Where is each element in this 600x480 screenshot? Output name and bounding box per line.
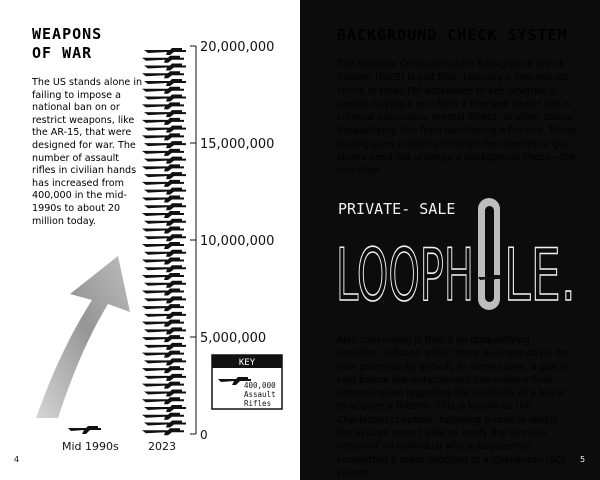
rifle-icon xyxy=(142,320,184,327)
rifle-icon xyxy=(142,366,184,373)
rifle-icon xyxy=(144,126,186,133)
rifle-icon xyxy=(144,110,186,117)
rifle-icon xyxy=(144,250,186,257)
rifle-icon xyxy=(142,351,184,358)
rifle-icon xyxy=(142,149,184,156)
rifle-icon xyxy=(144,327,186,334)
key-label-line-2: Rifles xyxy=(244,399,272,408)
rifle-icon xyxy=(144,234,186,241)
rifle-icon xyxy=(142,56,184,63)
title-line-1: WEAPONS xyxy=(32,25,103,43)
mid-1990s-rifle-icon xyxy=(68,426,101,434)
rifle-icon xyxy=(144,64,186,71)
right-page-number: 5 xyxy=(580,455,586,464)
rifle-icon xyxy=(142,226,184,233)
rifle-icon xyxy=(144,405,186,412)
rifle-icon xyxy=(144,188,186,195)
rifle-icon xyxy=(144,172,186,179)
rifle-icon xyxy=(142,102,184,109)
rifle-icon xyxy=(142,382,184,389)
right-page-title: BACKGROUND CHECK SYSTEM xyxy=(337,26,568,44)
left-page-number: 4 xyxy=(14,455,20,464)
rifle-icon xyxy=(142,258,184,265)
rifle-icon xyxy=(142,304,184,311)
y-tick-label: 0 xyxy=(200,428,208,442)
rifle-icon xyxy=(144,374,186,381)
rifle-icon xyxy=(142,164,184,171)
rifle-icon xyxy=(144,296,186,303)
rifle-icon xyxy=(142,71,184,78)
rifle-icon xyxy=(142,428,184,435)
rifle-icon xyxy=(144,203,186,210)
rifle-icon xyxy=(144,219,186,226)
rifle-icon xyxy=(144,95,186,102)
y-tick-label: 20,000,000 xyxy=(200,40,275,55)
y-tick-label: 5,000,000 xyxy=(200,331,267,346)
chart-key xyxy=(212,355,282,409)
rifle-icon xyxy=(142,195,184,202)
rifle-icon xyxy=(142,180,184,187)
rifle-icon xyxy=(144,265,186,272)
y-tick-label: 15,000,000 xyxy=(200,137,275,152)
rifle-icon xyxy=(142,289,184,296)
loophole-text-left: LOOPH xyxy=(336,233,474,317)
key-label-line-1: Assault xyxy=(244,390,276,399)
rifle-icon xyxy=(144,420,186,427)
rifle-icon xyxy=(142,133,184,140)
rifle-icon xyxy=(142,335,184,342)
key-title: KEY xyxy=(238,358,256,368)
category-label-2023: 2023 xyxy=(148,440,176,453)
right-paragraph-1: The National Criminal Instant Background Check System (NICS) is just that; typically a two-minute check of three FBI databases to see whether a person buying a gun from a licensed dealer has a criminal conviction, mental illness, or other status disqualifying him from purchasing a firearm. Those buying guns privately through the internet or gun shows need not undergo a background check—the so-called xyxy=(337,59,577,177)
rifle-icon xyxy=(142,118,184,125)
title-line-2: OF WAR xyxy=(32,44,93,62)
rifle-icon xyxy=(142,211,184,218)
rifle-icon xyxy=(144,312,186,319)
rifle-icon xyxy=(142,397,184,404)
rifle-icon xyxy=(144,389,186,396)
y-tick-label: 10,000,000 xyxy=(200,234,275,249)
rifle-icon xyxy=(142,413,184,420)
rifle-icon xyxy=(144,343,186,350)
private-sale-text: PRIVATE- SALE xyxy=(338,200,456,218)
rifle-icon xyxy=(142,242,184,249)
rifle-icon xyxy=(144,141,186,148)
rifle-icon xyxy=(142,87,184,94)
rifle-icon xyxy=(144,358,186,365)
rifle-icon xyxy=(142,273,184,280)
private-sale-loophole-illustration xyxy=(300,170,600,330)
rifle-icon xyxy=(144,79,186,86)
loophole-text-right: LE. xyxy=(504,233,576,317)
rifle-icon xyxy=(144,48,186,55)
left-body-text: The US stands alone in failing to impose a national ban on or restrict weapons, like the AR-15, that were designed for war. The number of assault rifles in civilian hands has increased from 400,000 in the mid-1990s to about 20 million today. xyxy=(32,77,143,227)
rifle-icon xyxy=(144,157,186,164)
rifle-icon xyxy=(144,281,186,288)
category-label-mid-1990s: Mid 1990s xyxy=(62,440,119,453)
right-paragraph-2: Also concerning is that if no disqualifying condition is found within three business days, the sale proceeds by default. In some cases, a gun is sold before law enforcement can make a final determination regarding the eligibility of a buyer to acquire a firearm. This is known as the Charleston Loophole, following a case in which the system wasn't able to verify the criminal record of an individual who subsequently committed a mass shooting at a Charleston (SC) church. xyxy=(337,335,571,479)
key-value: 400,000 xyxy=(244,381,276,390)
increase-arrow xyxy=(36,256,130,418)
